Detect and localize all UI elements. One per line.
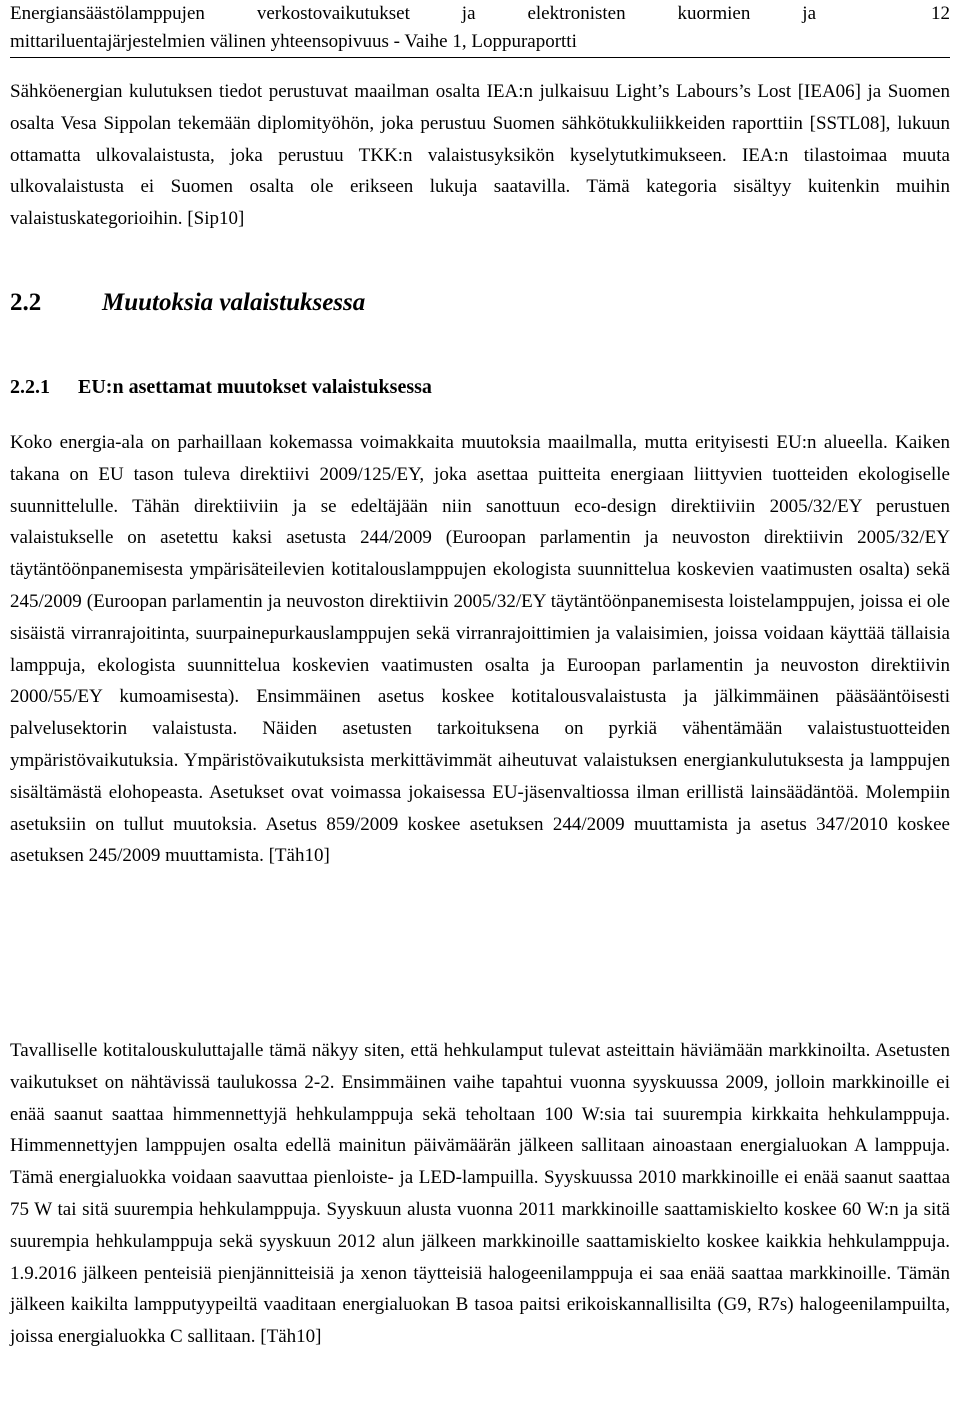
paragraph-eu-directives: Koko energia-ala on parhaillaan kokemassa voimakkaita muutoksia maailmalla, mutta erityisesti EU:n alueella. Kaiken takana on EU tason tuleva direktiivi 2009/125/EY, joka asettaa puitteita energiaan liittyvien tuotteiden ekologiselle suunnittelulle. Tähän direktiiviin ja se edeltäjään niin sanottuun eco-design direktiiviin 2005/32/EY perustuen valaistukselle on asetettu kaksi asetusta 244/2009 (Euroopan parlamentin ja neuvoston direktiivin 2005/32/EY täytäntöönpanemisesta ympärisäteilevien kotitalouslamppujen ekologista suunnittelua koskevien vaatimusten osalta) sekä 245/2009 (Euroopan parlamentin ja neuvoston direktiivin 2005/32/EY täytäntöönpanemisesta loistelamppujen, joissa ei ole sisäistä virranrajoitinta, suurpainepurkauslamppujen sekä virranrajoittimien ja valaisimien, joissa voidaan käyttää tällaisia lamppuja, ekologista suunnittelua koskevien vaatimusten osalta ja Euroopan parlamentin ja neuvoston direktiivin 2000/55/EY kumoamisesta). Ensimmäinen asetus koskee kotitalousvalaistusta ja jälkimmäinen pääsääntöisesti palvelusektorin valaistusta. Näiden asetusten tarkoituksena on pyrkiä vähentämään valaistustuotteiden ympäristövaikutuksia. Ympäristövaikutuksista merkittävimmät aiheutuvat valaistuksen energiankulutuksesta ja lamppujen sisältämästä elohopeasta. Asetukset ovat voimassa jokaisessa EU-jäsenvaltiossa ilman erillistä lainsäädäntöä. Molempiin asetuksiin on tullut muutoksia. Asetus 859/2009 koskee asetuksen 244/2009 muuttamista ja asetus 347/2010 koskee asetuksen 245/2009 muuttamista. [Täh10] xyxy=(10,432,950,867)
page-header xyxy=(10,0,950,56)
subsection-heading xyxy=(10,372,432,402)
header-title-line-2: mittariluentajärjestelmien välinen yhteensopivuus - Vaihe 1, Loppuraportti xyxy=(10,31,577,52)
section-title: Muutoksia valaistuksessa xyxy=(102,289,366,316)
paragraph-consumer-impact: Tavalliselle kotitalouskuluttajalle tämä näkyy siten, että hehkulamput tulevat asteittain häviämään markkinoilta. Asetusten vaikutukset on nähtävissä taulukossa 2-2. Ensimmäinen vaihe tapahtui vuonna syyskuussa 2009, jolloin markkinoille ei enää saanut saattaa himmennettyjä hehkulamppuja sekä teholtaan 100 W:sia tai suurempia kirkkaita hehkulamppuja. Himmennettyjen lamppujen osalta edellä mainitun päivämäärän jälkeen sallitaan ainoastaan energialuokan A lamppuja. Tämä energialuokka voidaan saavuttaa pienloiste- ja LED-lampuilla. Syyskuussa 2010 markkinoille ei enää saanut saattaa 75 W tai sitä suurempia hehkulamppuja. Syyskuun alusta vuonna 2011 markkinoille saattamiskielto koskee 60 W:n ja sitä suurempia hehkulamppuja sekä syyskuun 2012 alun jälkeen markkinoille saattamiskielto koskee kaikkia hehkulamppuja. 1.9.2016 jälkeen penteisiä pienjännitteisiä ja xenon täytteisiä halogeenilamppuja ei saa enää saattaa markkinoille. Tämän jälkeen kaikilta lampputyypeiltä vaaditaan energialuokan B tasoa paitsi erikoiskannallisilta (G9, R7s) halogeenilampuilta, joissa energialuokka C sallitaan. [Täh10] xyxy=(10,1040,950,1348)
header-title-line-1: Energiansäästölamppujen verkostovaikutukset ja elektronisten kuormien ja xyxy=(10,3,816,24)
header-divider xyxy=(10,57,950,58)
header-line-1 xyxy=(10,0,950,28)
page-number: 12 xyxy=(931,3,950,24)
subsection-number: 2.2.1 xyxy=(10,376,50,398)
paragraph-energy-data: Sähköenergian kulutuksen tiedot perustuvat maailman osalta IEA:n julkaisuu Light’s Labours’s Lost [IEA06] ja Suomen osalta Vesa Sippolan tekemään diplomityöhön, joka perustuu Suomen sähkötukkuliikkeiden raporttiin [SSTL08], lukuun ottamatta ulkovalaistusta, joka perustuu TKK:n valaistusyksikön kyselytutkimukseen. IEA:n tilastoimaa muuta ulkovalaistusta ei Suomen osalta ole erikseen lukuja saatavilla. Tämä kategoria sisältyy kuitenkin muihin valaistuskategorioihin. [Sip10] xyxy=(10,81,950,230)
section-number: 2.2 xyxy=(10,289,42,316)
section-heading xyxy=(10,286,365,320)
subsection-title: EU:n asettamat muutokset valaistuksessa xyxy=(78,376,432,398)
